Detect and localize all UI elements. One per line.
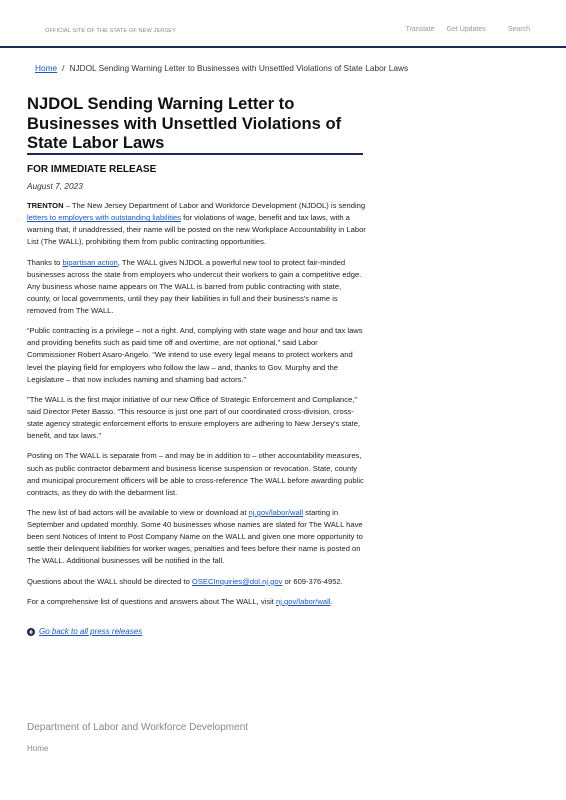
email-link[interactable]: OSECInquiries@dol.nj.gov [191,576,283,586]
wall-faq-link[interactable]: nj.gov/labor/wall [276,596,331,606]
breadcrumb-separator: / [62,63,65,73]
letters-link[interactable]: letters to employers with outstanding liabilities [27,213,182,223]
breadcrumb-current: NJDOL Sending Warning Letter to Businesses with Unsettled Violations of State Labor Laws [69,63,409,73]
paragraph-6: The new list of bad actors will be available to view or download at nj.gov/labor/wall starting in September and updated monthly. Some 40 businesses whose names are slated for The WALL have been sent Notices of Intent to Post Company Name on the WALL and given one more opportunity to settle their delinquent liabilities for worker wages, penalties and fees before their name is posted on The WALL. Additional businesses will be notified in the fall. [27,508,363,566]
footer-home-link[interactable]: Home [27,744,49,753]
paragraph-8: For a comprehensive list of questions and answers about The WALL, visit nj.gov/labor/wall. [27,596,333,606]
paragraph-7: Questions about the WALL should be directed to OSECInquiries@dol.nj.gov or 609-376-4952. [27,576,343,586]
translate-link[interactable]: Translate [405,26,435,33]
paragraph-2: Thanks to bipartisan action, The WALL gives NJDOL a powerful new tool to protect fair-minded businesses across the state from employers who undercut their workers to gain a competitive edge. Any business whose name appears on The WALL is barred from public contracting with state, county, or local governments, until they pay their liabilities in full and their business's name is removed from The WALL. [27,257,362,315]
site-header [0,0,566,48]
get-updates-link[interactable]: Get Updates [446,26,486,33]
header-links [406,26,530,33]
official-site-label: OFFICIAL SITE OF THE STATE OF NEW JERSEY [45,28,176,34]
bipartisan-action-link[interactable]: bipartisan action [62,257,118,267]
back-to-releases-link[interactable]: Go back to all press releases [39,627,143,636]
footer-department: Department of Labor and Workforce Development [27,722,249,733]
wall-link[interactable]: nj.gov/labor/wall [248,508,304,517]
page-title: NJDOL Sending Warning Letter to Businesses with Unsettled Violations of State Labor Laws [27,94,342,152]
paragraph-5: Posting on The WALL is separate from – and may be in addition to – other accountability measures, such as public contractor debarment and business license suspension or revocation. State, county and municipal procurement officers will be able to cross-reference The WALL before awarding public contracts, as they do with the debarment list. [27,451,364,497]
breadcrumb-home-link[interactable]: Home [35,63,58,73]
breadcrumb [35,63,408,73]
article-body [27,200,367,616]
search-link[interactable]: Search [507,26,530,33]
paragraph-4: "The WALL is the first major initiative of our new Office of Strategic Enforcement and Compliance," said Director Peter Basso. "This resource is just one part of our coordinated cross-division, cross-state agency strategic enforcement efforts to ensure employers are adhering to New Jersey's state, benefit, and tax laws." [27,394,361,441]
arrow-left-circle-icon [27,628,35,636]
release-label: FOR IMMEDIATE RELEASE [27,164,157,175]
paragraph-3: “Public contracting is a privilege – not a right. And, complying with state wage and hour and tax laws and providing benefits such as paid time off and overtime, are not optional,” said Labor Commissioner Robert Asaro-Angelo. “We intend to use every legal means to protect workers and level the playing field for employers who follow the law – and, thanks to Gov. Murphy and the Legislature – that now includes naming and shaming bad actors.” [27,326,363,384]
release-date: August 7, 2023 [27,181,83,191]
title-divider [27,153,363,155]
dateline: TRENTON [27,201,64,210]
back-to-releases[interactable] [27,627,142,636]
paragraph-1: TRENTON – The New Jersey Department of Labor and Workforce Development (NJDOL) is sending letters to employers with outstanding liabilities for violations of wage, benefit and tax laws, with a warning that, if unaddressed, their name will be posted on the new Workplace Accountability in Labor List (The WALL), prohibiting them from public contracting opportunities. [27,201,366,247]
